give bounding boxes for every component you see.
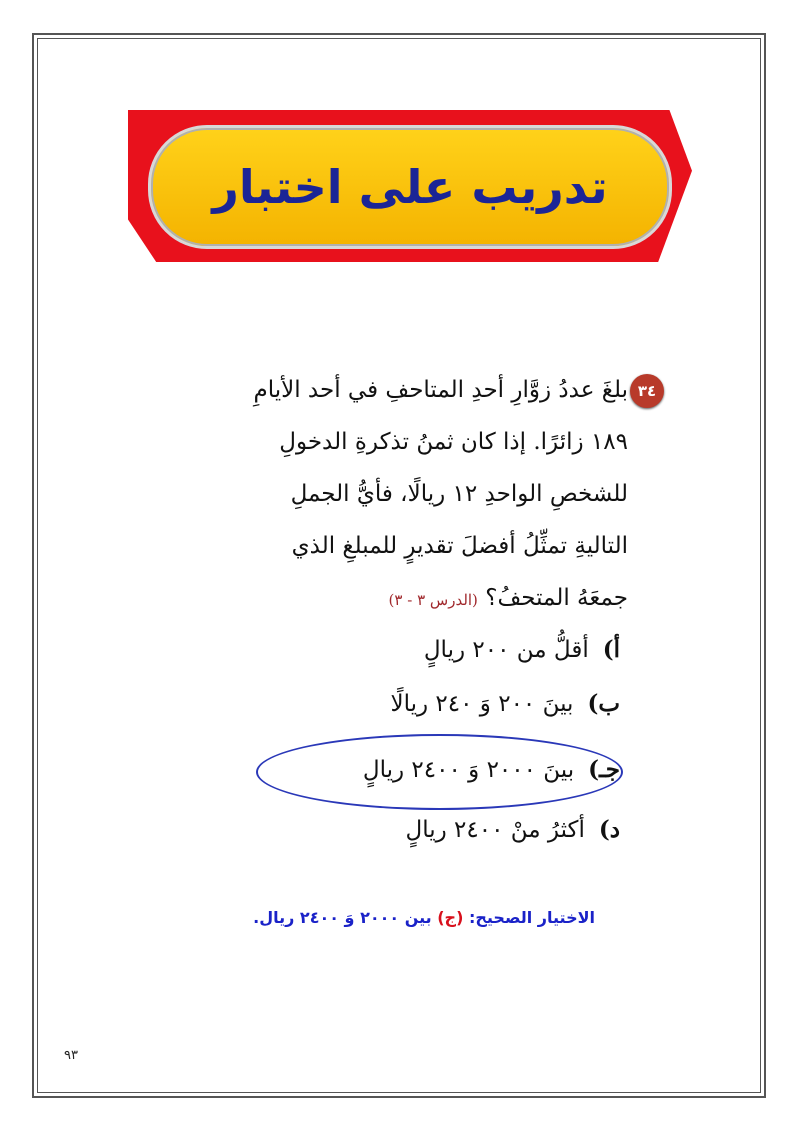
option-letter: أ)	[602, 636, 620, 663]
page-number: ٩٣	[64, 1048, 78, 1063]
option-text: بينَ ٢٠٠٠ وَ ٢٤٠٠ ريالٍ	[362, 757, 575, 783]
question-line-last	[198, 572, 628, 626]
option-b[interactable]	[390, 690, 620, 717]
correct-answer-circle	[256, 734, 623, 810]
answer-choice: (ج)	[437, 908, 464, 927]
page-title: تدريب على اختبار	[212, 160, 608, 214]
question-line: التاليةِ تمثِّلُ أفضلَ تقديرٍ للمبلغِ الذي	[291, 533, 628, 559]
option-letter: جـ)	[588, 756, 620, 783]
option-text: بينَ ٢٠٠ وَ ٢٤٠ ريالًا	[390, 691, 574, 717]
question-line: ١٨٩ زائرًا. إذا كان ثمنُ تذكرةِ الدخولِ	[279, 429, 628, 455]
answer-prefix: الاختيار الصحيح:	[468, 908, 595, 927]
option-letter: ب)	[587, 690, 620, 717]
question-line: بلغَ عددُ زوَّارِ أحدِ المتاحفِ في أحد الأيامِ	[253, 377, 628, 403]
option-d[interactable]	[405, 816, 620, 843]
title-banner	[128, 110, 692, 262]
option-text: أكثرُ منْ ٢٤٠٠ ريالٍ	[405, 817, 585, 843]
correct-answer-line	[253, 908, 595, 927]
question-number-badge: ٣٤	[630, 374, 664, 408]
option-text: أقلُّ من ٢٠٠ ريالٍ	[423, 637, 589, 663]
question-text	[198, 364, 628, 626]
option-letter: د)	[598, 816, 620, 843]
answer-text: بين ٢٠٠٠ وَ ٢٤٠٠ ريال.	[253, 908, 432, 927]
banner-pill	[148, 125, 672, 249]
lesson-reference: (الدرس ٣ - ٣)	[388, 591, 478, 609]
question-line: للشخصِ الواحدِ ١٢ ريالًا، فأيُّ الجملِ	[290, 481, 628, 507]
question-last-line: جمعَهُ المتحفُ؟	[485, 585, 628, 611]
option-a[interactable]	[424, 636, 620, 663]
